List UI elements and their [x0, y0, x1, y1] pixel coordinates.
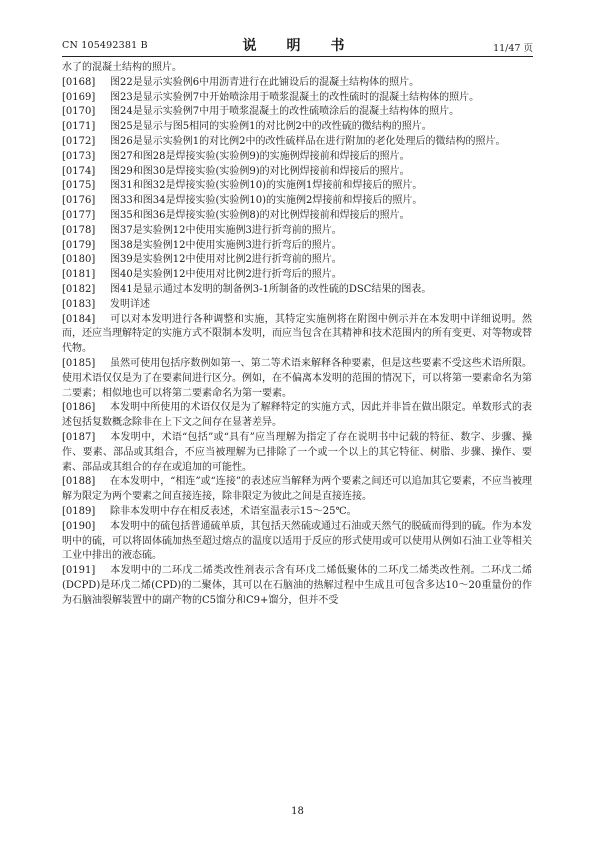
paragraph: [62, 209, 532, 224]
paragraph: [62, 105, 532, 120]
paragraph: [62, 505, 532, 520]
paragraph-text: 图26是显示实验例1的对比例2中的改性硫样品在进行附加的老化处理后的微结构的照片。: [110, 135, 506, 147]
paragraph-text: 可以对本发明进行各种调整和实施，其特定实施例将在附图中例示并在本发明中详细说明。然而，还应当理解特定的实施方式不限制本发明，而应当包含在其精神和技术范围内的所有变更、对等物或替代物。: [62, 313, 532, 355]
paragraph-number: [0183]: [62, 298, 96, 310]
header-rule: [62, 56, 533, 57]
paragraph-text: 图37是实验例12中使用实施例3进行折弯前的照片。: [110, 224, 342, 236]
paragraph: [62, 357, 532, 401]
paragraph: [62, 135, 532, 150]
paragraph-number: [0182]: [62, 283, 96, 295]
paragraph-text: 图39是实验例12中使用对比例2进行折弯前的照片。: [110, 254, 342, 266]
paragraph-text: 图23是显示实验例7中开始喷涂用于喷浆混凝土的改性硫时的混凝土结构体的照片。: [110, 91, 480, 103]
page-indicator: 11/47 页: [493, 43, 533, 54]
paragraph-text: 虽然可使用包括序数例如第一、第二等术语来解释各种要素，但是这些要素不受这些术语所限。使用术语仅仅是为了在要素间进行区分。例如，在不偏离本发明的范围的情况下，可以将第一要素命名为第二要素；相似地也可以将第二要素命名为第一要素。: [62, 357, 532, 399]
paragraph-text: 图25是显示与图5相同的实验例1的对比例2中的改性硫的微结构的照片。: [110, 121, 432, 133]
paragraph: [62, 150, 532, 165]
paragraph-text: 本发明中，术语“包括”或“具有”应当理解为指定了存在说明书中记载的特征、数字、步骤、操作、要素、部品或其组合，不应当被理解为已排除了一个或一个以上的其它特征、树脂、步骤、操作、要素、部品或其组合的存在或追加的可能性。: [62, 431, 532, 473]
paragraph: [62, 179, 532, 194]
paragraph-text: 本发明中的二环戊二烯类改性剂表示含有环戊二烯低聚体的二环戊二烯类改性剂。二环戊二烯(DCPD)是环戊二烯(CPD)的二聚体，其可以在石脑油的热解过程中生成且可包含多达10～20重量份的作为石脑油裂解装置中的副产物的C5馏分和C9+馏分，但并不受: [62, 565, 532, 606]
paragraph-number: [0179]: [62, 239, 96, 251]
paragraph-number: [0180]: [62, 254, 96, 266]
paragraph-number: [0184]: [62, 313, 96, 325]
paragraph-number: [0171]: [62, 121, 96, 133]
paragraph-text: 图40是实验例12中使用对比例2进行折弯后的照片。: [110, 269, 342, 281]
paragraph-number: [0185]: [62, 357, 96, 369]
paragraph-text: 图24是显示实验例7中用于喷浆混凝土的改性硫喷涂后的混凝土结构体的照片。: [110, 106, 460, 118]
paragraph-number: [0175]: [62, 180, 96, 192]
paragraph-text: 图31和图32是焊接实验(实验例10)的实施例1焊接前和焊接后的照片。: [110, 180, 423, 192]
paragraph: [62, 564, 532, 608]
paragraph: [62, 120, 532, 135]
paragraph-number: [0191]: [62, 565, 96, 577]
paragraph: [62, 76, 532, 91]
paragraph-number: [0173]: [62, 150, 96, 162]
paragraph-text: 图33和图34是焊接实验(实验例10)的实施例2焊接前和焊接后的照片。: [110, 195, 423, 207]
paragraph-number: [0187]: [62, 431, 96, 443]
paragraph: [62, 431, 532, 475]
paragraph-text: 本发明中所使用的术语仅仅是为了解释特定的实施方式，因此并非旨在做出限定。单数形式的表述包括复数概念除非在上下文之间存在显著差异。: [62, 402, 532, 429]
paragraph-number: [0189]: [62, 505, 96, 517]
paragraph-text: 图35和图36是焊接实验(实验例8)的对比例焊接前和焊接后的照片。: [110, 209, 410, 221]
paragraph: [62, 165, 532, 180]
document-title: 说 明 书: [242, 38, 353, 54]
paragraph-text: 图38是实验例12中使用实施例3进行折弯后的照片。: [110, 239, 342, 251]
paragraph: [62, 401, 532, 431]
paragraph-text: 图29和图30是焊接实验(实验例9)的对比例焊接前和焊接后的照片。: [110, 165, 410, 177]
paragraph-number: [0181]: [62, 269, 96, 281]
paragraph-number: [0168]: [62, 76, 96, 88]
paragraph-number: [0186]: [62, 402, 96, 414]
paragraph: [62, 313, 532, 357]
paragraph: [62, 253, 532, 268]
paragraph: [62, 520, 532, 564]
paragraph-number: [0174]: [62, 165, 96, 177]
paragraph: [62, 283, 532, 298]
paragraph: [62, 194, 532, 209]
paragraph-number: [0176]: [62, 195, 96, 207]
paragraph-number: [0172]: [62, 135, 96, 147]
paragraph-number: [0178]: [62, 224, 96, 236]
document-body: [62, 61, 532, 608]
paragraph-text: 图27和图28是焊接实验(实验例9)的实施例焊接前和焊接后的照片。: [110, 150, 410, 162]
paragraph-number: [0170]: [62, 106, 96, 118]
paragraph: [62, 268, 532, 283]
paragraph-number: [0190]: [62, 520, 96, 532]
continued-text: 水了的混凝土结构的照片。: [62, 62, 182, 73]
paragraph: [62, 91, 532, 106]
paragraph-text: 除非本发明中存在相反表述，术语室温表示15～25℃。: [110, 505, 357, 517]
paragraph: [62, 224, 532, 239]
publication-number: CN 105492381 B: [62, 40, 148, 51]
paragraph-text: 本发明中的硫包括普通硫单质，其包括天然硫或通过石油或天然气的脱硫而得到的硫。作为本发明中的硫，可以将固体硫加热至超过熔点的温度以适用于反应的形式使用或可以使用从例如石油工业等相关工业中排出的液态硫。: [62, 520, 532, 562]
paragraph-list: [62, 76, 532, 609]
page-number: 18: [291, 806, 304, 817]
paragraph-number: [0188]: [62, 476, 96, 488]
paragraph: [62, 298, 532, 313]
page-header: [62, 30, 533, 52]
paragraph-text: 图41是显示通过本发明的制备例3-1所制备的改性硫的DSC结果的图表。: [110, 283, 432, 295]
paragraph-text: 发明详述: [110, 298, 150, 310]
paragraph-text: 在本发明中，“相连”或“连接”的表述应当解释为两个要素之间还可以追加其它要素，不应当被理解为限定为两个要素之间直接连接，除非限定为彼此之间是直接连接。: [62, 476, 532, 503]
paragraph-number: [0169]: [62, 91, 96, 103]
paragraph: [62, 239, 532, 254]
paragraph-number: [0177]: [62, 209, 96, 221]
paragraph-text: 图22是显示实验例6中用沥青进行在此铺设后的混凝土结构体的照片。: [110, 76, 420, 88]
paragraph: [62, 475, 532, 505]
